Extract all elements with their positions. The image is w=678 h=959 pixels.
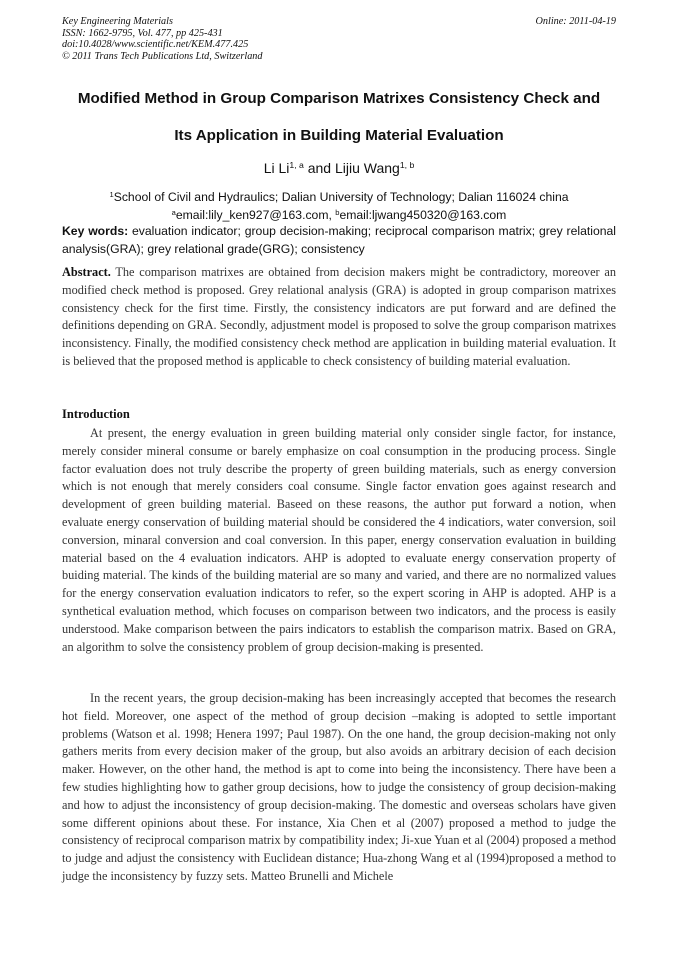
keywords-text: evaluation indicator; group decision-making; reciprocal comparison matrix; grey relational analysis(GRA); grey relational grade(GRG); consistency bbox=[62, 224, 616, 256]
keywords-block bbox=[62, 222, 616, 258]
email-a-mark: a bbox=[171, 207, 176, 217]
journal-name: Key Engineering Materials bbox=[62, 16, 173, 27]
author-2: Lijiu Wang bbox=[334, 160, 400, 176]
title-line-2: Its Application in Building Material Evaluation bbox=[174, 127, 504, 144]
author-list bbox=[0, 160, 678, 176]
introduction-paragraph-1: At present, the energy evaluation in green building material only consider single factor, for instance, merely consider mineral consume or barely emphasize on coal consumption in the producing process. Single factor evaluation does not truly describe the property of green building materials, such as energy conversion which is not enough that merely considers coal consume. Single factor envation goes against research and development of green building material. Baseed on these reasons, the author put forward a notion, when evaluate energy conservation of building material should be considered the 4 indicatiors, water conversion, soil conversion, minaral conversion and coal conversion. In this paper, energy conservation evaluation in building material based on the 4 evaluation indicators. AHP is adopted to evaluate energy conservation property of buiding material. The kinds of the building material are so many and varied, and there are no normalized values for the energy conservation evaluation indicators to refer, so the expert scoring in AHP is adopted. AHP is a synthetical evaluation method, which focuses on comparison between two indicators, and the process is easily understood. Make comparison between the pairs indicators to establish the comparison matrix. Based on GRA, an algorithm to solve the consistency problem of group decision-making is presented. bbox=[62, 426, 616, 654]
email-b-mark: b bbox=[335, 207, 340, 217]
affiliation-line bbox=[0, 188, 678, 206]
abstract-text: The comparison matrixes are obtained from decision makers might be contradictory, moreover an modified check method is proposed. Grey relational analysis (GRA) is adopted in group comparison matrixes consistency check for the first time. Firstly, the consistency indicators are put forward and are defined the definitions depending on GRA. Secondly, adjustment model is proposed to solve the group comparison matrixes inconsistency. Finally, the modified consistency check method are application in building material evaluation. It is believed that the proposed method is applicable to check consistency of building material evaluation. bbox=[62, 265, 616, 368]
affiliation-text: School of Civil and Hydraulics; Dalian University of Technology; Dalian 116024 china bbox=[113, 190, 569, 204]
abstract-block bbox=[62, 264, 616, 371]
author-1-affiliation-mark: 1, a bbox=[289, 160, 304, 171]
title-line-1: Modified Method in Group Comparison Matrixes Consistency Check and bbox=[77, 90, 601, 107]
doi-line: doi:10.4028/www.scientific.net/KEM.477.425 bbox=[62, 39, 249, 51]
paper-title bbox=[30, 90, 648, 145]
keywords-label: Key words: bbox=[62, 224, 129, 238]
author-1: Li Li bbox=[263, 160, 290, 176]
introduction-heading: Introduction bbox=[62, 407, 130, 421]
affiliation-mark: 1 bbox=[109, 189, 114, 199]
online-date: Online: 2011-04-19 bbox=[535, 16, 616, 27]
abstract-label: Abstract. bbox=[62, 265, 111, 279]
affiliation-block bbox=[0, 188, 678, 224]
author-2-affiliation-mark: 1, b bbox=[399, 160, 415, 171]
issn-line: ISSN: 1662-9795, Vol. 477, pp 425-431 bbox=[62, 27, 223, 39]
email-a: email:lily_ken927@163.com, bbox=[175, 208, 336, 222]
running-header bbox=[62, 16, 616, 62]
email-b: email:ljwang450320@163.com bbox=[339, 208, 507, 222]
author-separator: and bbox=[303, 160, 335, 176]
copyright-line: © 2011 Trans Tech Publications Ltd, Switzerland bbox=[62, 50, 263, 62]
introduction-paragraph-2: In the recent years, the group decision-making has been increasingly accepted that becomes the research hot field. Moreover, one aspect of the method of group decision –making is adopted to settle important problems (Watson et al. 1998; Henera 1997; Paul 1987). On the one hand, the group decision-making not only gathers merits from every decision maker of the group, but also avoids an arbitrary decision of each decision maker. However, on the other hand, the method is apt to come into being the inconsistency. There have been a few studies highlighting how to gather group decisions, how to judge the consistency of group decision-making and how to adjust the inconsistency of group decision-making. The domestic and overseas scholars have given some different opinions about these. For instance, Xia Chen et al (2007) proposed a method to judge the consistency of reciprocal comparison matrix by compatibility index; Ji-xue Yuan et al (2004) proposed a method to judge and adjust the consistency with Euclidean distance; Hua-zhong Wang et al (1994)proposed a method to judge the inconsistency by fuzzy sets. Matteo Brunelli and Michele bbox=[62, 691, 616, 883]
